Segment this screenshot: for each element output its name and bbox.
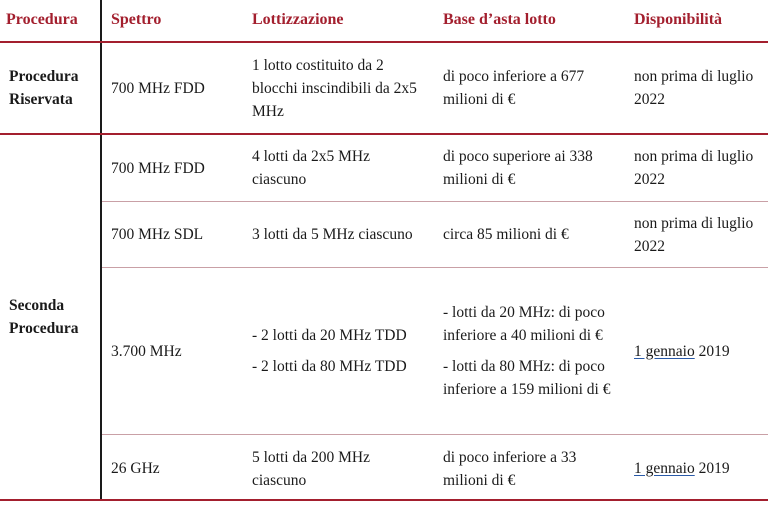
procedure-label [0,135,102,499]
lots-cell [243,268,434,434]
header-procedura: Procedura [0,0,102,41]
procedure-label-line: Procedura [9,68,79,85]
base-cell [434,135,625,201]
header-disponibilita: Disponibilità [634,11,723,28]
base-cell [434,435,625,502]
base-text: - lotti da 20 MHz: di poco inferiore a 40 milioni di € [443,304,605,344]
base-cell [434,43,625,133]
lots-text: 5 lotti da 200 MHz ciascuno [252,448,370,489]
availability-date-link[interactable]: 1 gennaio [634,342,695,360]
lots-text: - 2 lotti da 20 MHz TDD [252,327,407,344]
base-text: circa 85 milioni di € [443,226,569,243]
base-text: - lotti da 80 MHz: di poco inferiore a 159 milioni di € [443,358,611,398]
availability-cell [625,135,768,201]
availability-cell [625,268,768,434]
table-row [0,43,768,135]
table-row [102,268,768,435]
spectrum-cell [102,43,243,133]
spectrum-cell [102,435,243,502]
availability-text: non prima di luglio 2022 [634,214,754,255]
procedure-label [0,43,102,133]
base-cell [434,202,625,267]
availability-year: 2019 [694,342,730,360]
header-base-asta: Base d’asta lotto [443,11,556,28]
base-cell [434,268,625,434]
spectrum-text: 700 MHz FDD [111,159,205,177]
spectrum-text: 3.700 MHz [111,342,182,360]
header-spettro: Spettro [111,11,162,28]
procedure-label-line: Procedura [9,320,79,337]
base-text: di poco inferiore a 33 milioni di € [443,448,577,489]
lots-cell [243,43,434,133]
seconda-rows [102,135,768,499]
lots-text: 1 lotto costituito da 2 blocchi inscindibili da 2x5 MHz [252,56,417,120]
lots-text: 4 lotti da 2x5 MHz ciascuno [252,148,370,188]
availability-cell [625,435,768,502]
procedure-label-line: Seconda [9,297,65,314]
base-text: di poco superiore ai 338 milioni di € [443,148,593,188]
lots-cell [243,202,434,267]
table-row [102,135,768,202]
availability-text: non prima di luglio 2022 [634,68,754,108]
table-row [102,435,768,502]
availability-cell [625,43,768,133]
table-row [102,202,768,268]
lots-cell [243,435,434,502]
spectrum-cell [102,135,243,201]
spectrum-text: 26 GHz [111,460,160,477]
procedure-label-line: Riservata [9,91,73,108]
availability-text [634,340,762,363]
lots-text: - 2 lotti da 80 MHz TDD [252,358,407,375]
availability-text: non prima di luglio 2022 [634,148,754,188]
availability-text [634,457,762,480]
availability-date-link[interactable]: 1 gennaio [634,460,695,477]
base-text: di poco inferiore a 677 milioni di € [443,68,585,108]
header-row [0,0,768,43]
availability-year: 2019 [694,460,730,477]
lots-cell [243,135,434,201]
spectrum-cell [102,268,243,434]
header-lottizzazione: Lottizzazione [252,11,344,28]
spectrum-cell [102,202,243,267]
spectrum-text: 700 MHz FDD [111,79,205,97]
lots-text: 3 lotti da 5 MHz ciascuno [252,226,413,243]
availability-cell [625,202,768,267]
spectrum-text: 700 MHz SDL [111,226,204,243]
seconda-procedura-group [0,135,768,501]
